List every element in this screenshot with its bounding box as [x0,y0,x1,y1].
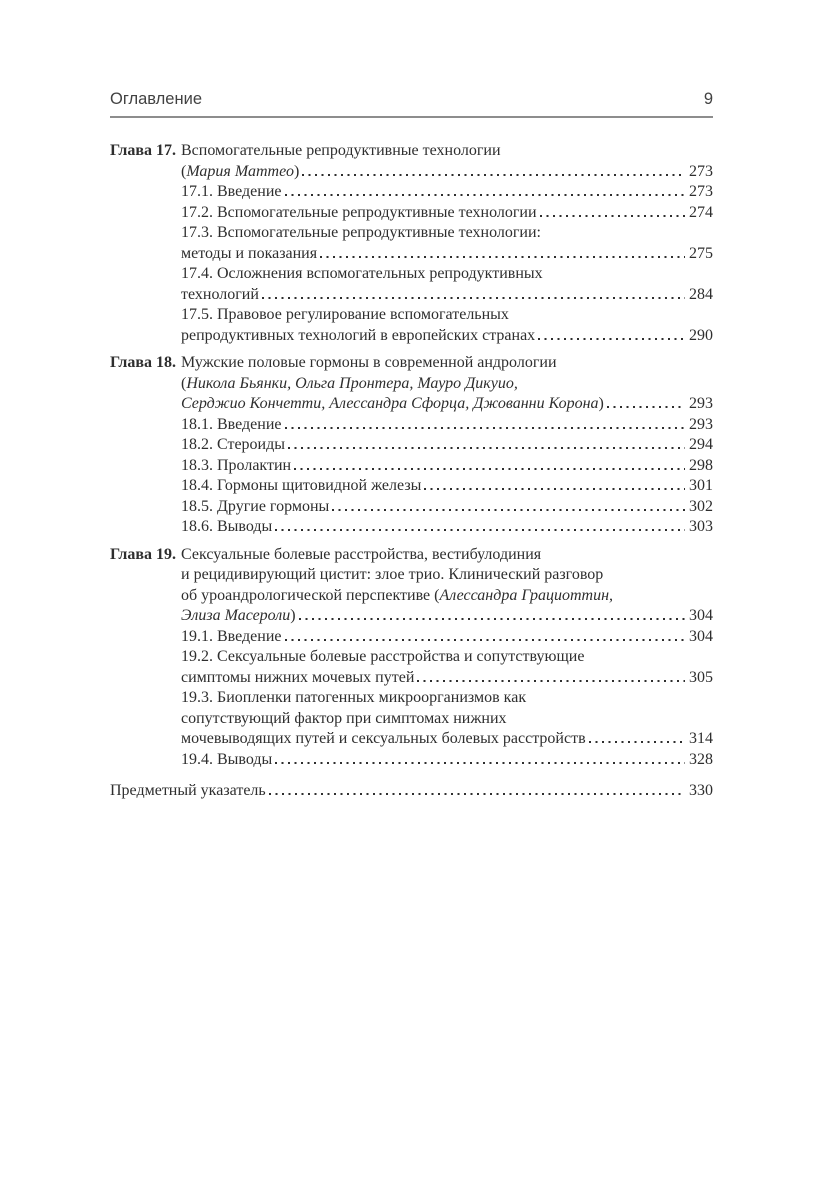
entry-text: Предметный указатель [110,782,266,799]
toc-line [181,647,713,668]
toc-line [181,141,713,162]
entry-text: технологий [181,285,259,303]
toc-line [181,729,713,750]
toc-chapter [110,141,713,346]
toc-line-text [181,285,259,306]
toc-line-text [181,517,272,538]
entry-page-number: 304 [689,627,713,645]
chapter-label: Глава 18. [110,354,176,371]
dot-leader [294,468,685,470]
toc-line [181,203,713,224]
running-header [110,89,713,116]
entry-page-number: 293 [689,415,713,433]
toc-line [181,264,713,285]
dot-leader [285,427,686,429]
entry-page-number: 290 [689,326,713,344]
dot-leader [285,194,686,196]
toc-line [181,394,713,415]
toc-line-text [181,668,414,689]
toc-line [181,456,713,477]
dot-leader [417,680,685,682]
toc-line-text [181,435,285,456]
author-name: Мария Маттео [186,162,294,180]
toc-line-text [181,203,537,224]
entry-page-number: 275 [689,244,713,262]
entry-page-number: 328 [689,750,713,768]
entry-text: Сексуальные болевые расстройства, вестибулодиния [181,545,542,563]
entry-text: 18.5. Другие гормоны [181,497,330,515]
toc-line-text [181,264,543,285]
entry-page-number: 304 [689,607,713,624]
entry-text: 17.1. Введение [181,183,282,200]
entry-page-number: 301 [689,477,713,494]
author-name: Серджио Кончетти, Алессандра Сфорца, Джованни Корона [181,395,599,412]
dot-leader [275,529,685,531]
toc-chapter [110,353,713,538]
entry-text: 18.2. Стероиды [181,436,286,453]
entry-text: методы и показания [181,244,318,262]
entry-text: 17.5. Правовое регулирование вспомогательных [181,306,509,323]
toc-line [110,781,713,802]
dot-leader [285,639,686,641]
entry-page-number: 294 [689,436,713,453]
dot-leader [288,447,685,449]
chapter-lines [181,545,713,771]
toc-line-text [110,781,266,802]
author-name: Элиза Масероли [181,607,291,624]
entry-text: сопутствующий фактор при симптомах нижних [181,709,507,727]
toc-line [181,326,713,347]
dot-leader [299,618,685,620]
toc-line-text [181,647,584,668]
toc-line-text [181,162,299,183]
entry-page-number: 273 [689,162,713,180]
toc-line [181,565,713,586]
toc-line-text [181,394,604,415]
entry-text: Мужские половые гормоны в современной андрологии [181,354,557,371]
dot-leader [275,762,685,764]
entry-text: мочевыводящих путей и сексуальных болевых расстройств [181,730,586,747]
toc-line-text [181,476,421,497]
toc-line-text [181,244,317,265]
entry-page-number: 284 [689,285,713,303]
toc-line [181,606,713,627]
entry-page-number: 302 [689,497,713,515]
entry-text: 18.1. Введение [181,415,282,433]
entry-text: 19.4. Выводы [181,750,273,768]
entry-text: 19.3. Биопленки патогенных микроорганизмов как [181,689,527,706]
toc-line-text [181,374,518,395]
toc-chapter-list [110,141,713,770]
toc-line-text [181,586,613,607]
toc-line [181,353,713,374]
entry-page-number: 298 [689,456,713,474]
toc-line-text [181,141,501,162]
toc-line [181,688,713,709]
entry-text: ( [181,374,187,392]
dot-leader [320,256,685,258]
entry-text: 17.2. Вспомогательные репродуктивные технологии [181,203,537,221]
toc-line [181,709,713,730]
toc-line [181,415,713,436]
entry-text: симптомы нижних мочевых путей [181,668,415,686]
toc-line-text [181,688,526,709]
toc-index-entry [110,781,713,802]
entry-page-number: 330 [689,782,713,799]
toc-line-text [181,456,291,477]
toc-line-text [181,182,282,203]
entry-text: репродуктивных технологий в европейских странах [181,326,536,344]
entry-page-number: 303 [689,518,713,535]
toc-line-text [181,627,282,648]
entry-text: ) [290,607,296,624]
toc-line [181,668,713,689]
entry-page-number: 305 [689,668,713,686]
chapter-label: Глава 19. [110,545,176,563]
toc-line [181,305,713,326]
toc-line-text [181,750,272,771]
toc-line [181,223,713,244]
chapter-lines [181,353,713,538]
entry-text: 17.4. Осложнения вспомогательных репродуктивных [181,265,543,282]
toc-line [181,244,713,265]
entry-text: ) [293,162,300,180]
toc-line [181,517,713,538]
entry-text: 18.3. Пролактин [181,456,292,474]
toc-line-text [181,545,541,566]
entry-text: Вспомогательные репродуктивные технологии [181,142,501,159]
entry-text: и рецидивирующий цистит: злое трио. Клинический разговор [181,566,604,583]
toc-line [181,497,713,518]
toc-line [181,586,713,607]
dot-leader [589,741,685,743]
toc-line-text [181,729,586,750]
toc-line [181,476,713,497]
dot-leader [538,338,685,340]
entry-page-number: 273 [689,183,713,200]
running-header-page-number: 9 [703,90,713,108]
entry-text: ( [181,162,187,180]
entry-text: об уроандрологической перспективе ( [181,586,440,604]
entry-page-number: 274 [689,203,713,221]
toc-line-text [181,223,541,244]
toc-line [181,162,713,183]
dot-leader [540,215,685,217]
entry-text: 19.1. Введение [181,627,282,645]
entry-page-number: 293 [689,395,713,412]
toc-line [181,545,713,566]
toc-line [181,435,713,456]
chapter-lines [181,141,713,346]
toc-line [181,374,713,395]
toc-line [181,182,713,203]
chapter-label: Глава 17. [110,142,176,159]
author-name: Алессандра Грациоттин, [439,586,614,604]
toc-line-text [181,305,509,326]
dot-leader [269,793,685,795]
toc-line-text [181,606,296,627]
toc-line-text [181,709,507,730]
dot-leader [262,297,685,299]
dot-leader [424,488,685,490]
dot-leader [302,174,685,176]
toc-line [181,750,713,771]
entry-text: 19.2. Сексуальные болевые расстройства и сопутствующие [181,648,585,665]
toc-chapter [110,545,713,771]
toc-line-text [181,353,557,374]
toc-line [181,285,713,306]
header-divider [110,116,713,118]
dot-leader [332,509,685,511]
author-name: Никола Бьянки, Ольга Пронтера, Мауро Дикуио, [186,374,518,392]
dot-leader [607,406,685,408]
entry-text: 17.3. Вспомогательные репродуктивные технологии: [181,224,541,241]
running-header-title: Оглавление [110,90,202,108]
entry-page-number: 314 [689,730,713,747]
toc-line-text [181,497,329,518]
toc-line-text [181,565,603,586]
toc-line-text [181,415,282,436]
entry-text: 18.4. Гормоны щитовидной железы [181,477,422,494]
entry-text: 18.6. Выводы [181,518,273,535]
entry-text: ) [598,395,604,412]
toc-line [181,627,713,648]
toc-line-text [181,326,535,347]
